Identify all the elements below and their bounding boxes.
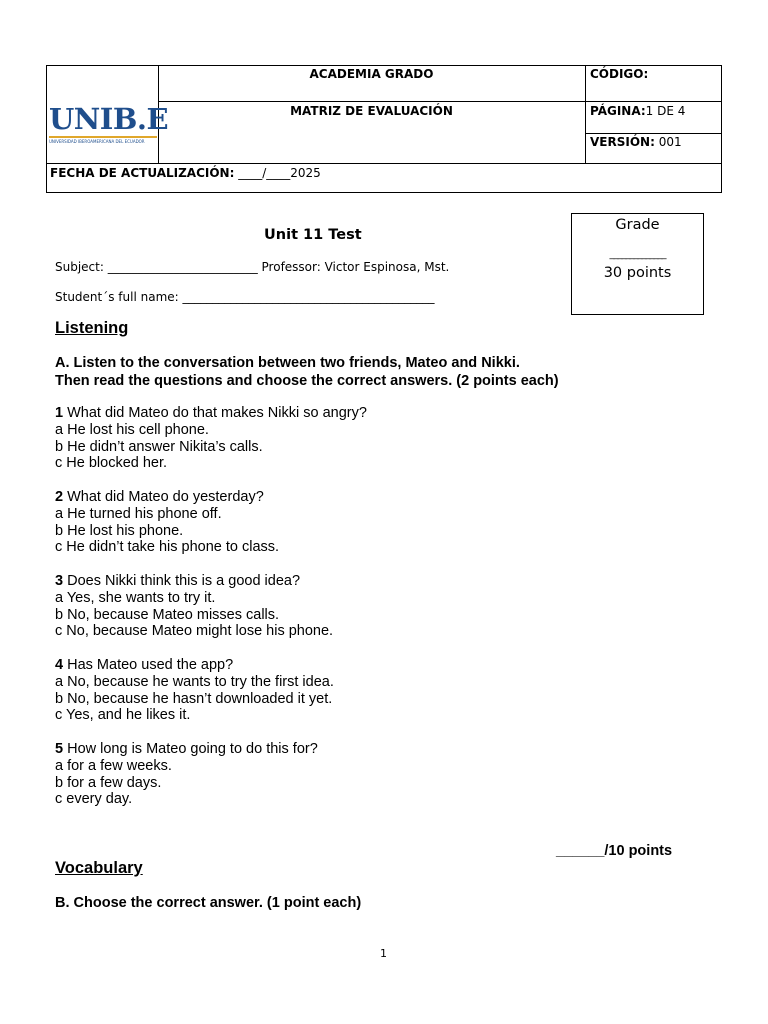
test-title: Unit 11 Test <box>264 227 362 243</box>
grade-points: 30 points <box>603 265 672 281</box>
question-text: Has Mateo used the app? <box>63 657 234 673</box>
divider <box>158 101 722 102</box>
academia-cell <box>158 67 585 81</box>
listening-instruction <box>55 355 559 390</box>
vocabulary-instruction: B. Choose the correct answer. (1 point each) <box>55 895 362 911</box>
question-3 <box>55 573 333 640</box>
pagina-label: PÁGINA: <box>590 104 646 118</box>
academia-label: ACADEMIA GRADO <box>309 67 434 81</box>
listening-heading: Listening <box>55 319 129 337</box>
question-2 <box>55 489 279 556</box>
question-text: How long is Mateo going to do this for? <box>63 741 318 757</box>
codigo-label: CÓDIGO: <box>590 67 649 81</box>
matriz-cell <box>158 104 585 118</box>
grade-box <box>571 213 704 315</box>
page-number: 1 <box>380 947 387 960</box>
codigo-cell <box>590 67 648 81</box>
option-a: a No, because he wants to try the first idea. <box>55 673 334 690</box>
instruction-line-1: A. Listen to the conversation between two friends, Mateo and Nikki. <box>55 355 520 371</box>
option-a: a He lost his cell phone. <box>55 421 209 438</box>
logo-text: UNIB.E <box>49 102 169 136</box>
question-4 <box>55 657 334 724</box>
listening-score: ______/10 points <box>556 843 673 859</box>
question-text: What did Mateo do that makes Nikki so angry? <box>63 405 367 421</box>
header-table <box>46 65 722 193</box>
option-c: c No, because Mateo might lose his phone. <box>55 623 334 640</box>
question-number: 3 <box>55 573 64 589</box>
fecha-cell <box>50 166 321 180</box>
option-b: b He didn’t answer Nikita’s calls. <box>55 438 263 455</box>
option-b: b He lost his phone. <box>55 522 184 539</box>
option-b: b for a few days. <box>55 774 162 791</box>
logo-underline <box>49 136 157 138</box>
divider <box>585 66 586 163</box>
matriz-label: MATRIZ DE EVALUACIÓN <box>290 104 453 118</box>
fecha-value: ____/____2025 <box>234 166 321 180</box>
option-a: a He turned his phone off. <box>55 505 222 522</box>
option-b: b No, because he hasn’t downloaded it yet. <box>55 690 333 707</box>
fecha-label: FECHA DE ACTUALIZACIÓN: <box>50 166 235 180</box>
logo-subtext: UNIVERSIDAD IBEROAMERICANA DEL ECUADOR <box>49 139 145 144</box>
pagina-cell <box>590 104 685 118</box>
version-value: 001 <box>654 135 682 149</box>
option-c: c every day. <box>55 791 133 808</box>
option-c: c Yes, and he likes it. <box>55 707 191 724</box>
option-b: b No, because Mateo misses calls. <box>55 606 280 623</box>
question-number: 4 <box>55 657 64 673</box>
question-number: 2 <box>55 489 64 505</box>
instruction-line-2: Then read the questions and choose the correct answers. (2 points each) <box>55 372 559 389</box>
vocabulary-heading: Vocabulary <box>55 859 143 877</box>
divider <box>47 163 722 164</box>
question-1 <box>55 405 367 472</box>
option-c: c He blocked her. <box>55 455 168 472</box>
grade-label: Grade <box>615 217 660 233</box>
student-name-line: Student´s full name: __________________________________________ <box>55 290 435 304</box>
question-number: 1 <box>55 405 64 421</box>
version-label: VERSIÓN: <box>590 135 655 149</box>
pagina-value: 1 DE 4 <box>645 104 686 118</box>
subject-line: Subject: _________________________ Professor: Victor Espinosa, Mst. <box>55 260 450 274</box>
grade-blank: ______________ <box>609 249 666 260</box>
option-c: c He didn’t take his phone to class. <box>55 539 280 556</box>
question-text: Does Nikki think this is a good idea? <box>63 573 301 589</box>
version-cell <box>590 135 682 149</box>
university-logo <box>49 102 169 144</box>
divider <box>585 133 722 134</box>
option-a: a for a few weeks. <box>55 757 172 774</box>
question-5 <box>55 741 318 808</box>
question-number: 5 <box>55 741 64 757</box>
question-text: What did Mateo do yesterday? <box>63 489 264 505</box>
option-a: a Yes, she wants to try it. <box>55 589 216 606</box>
